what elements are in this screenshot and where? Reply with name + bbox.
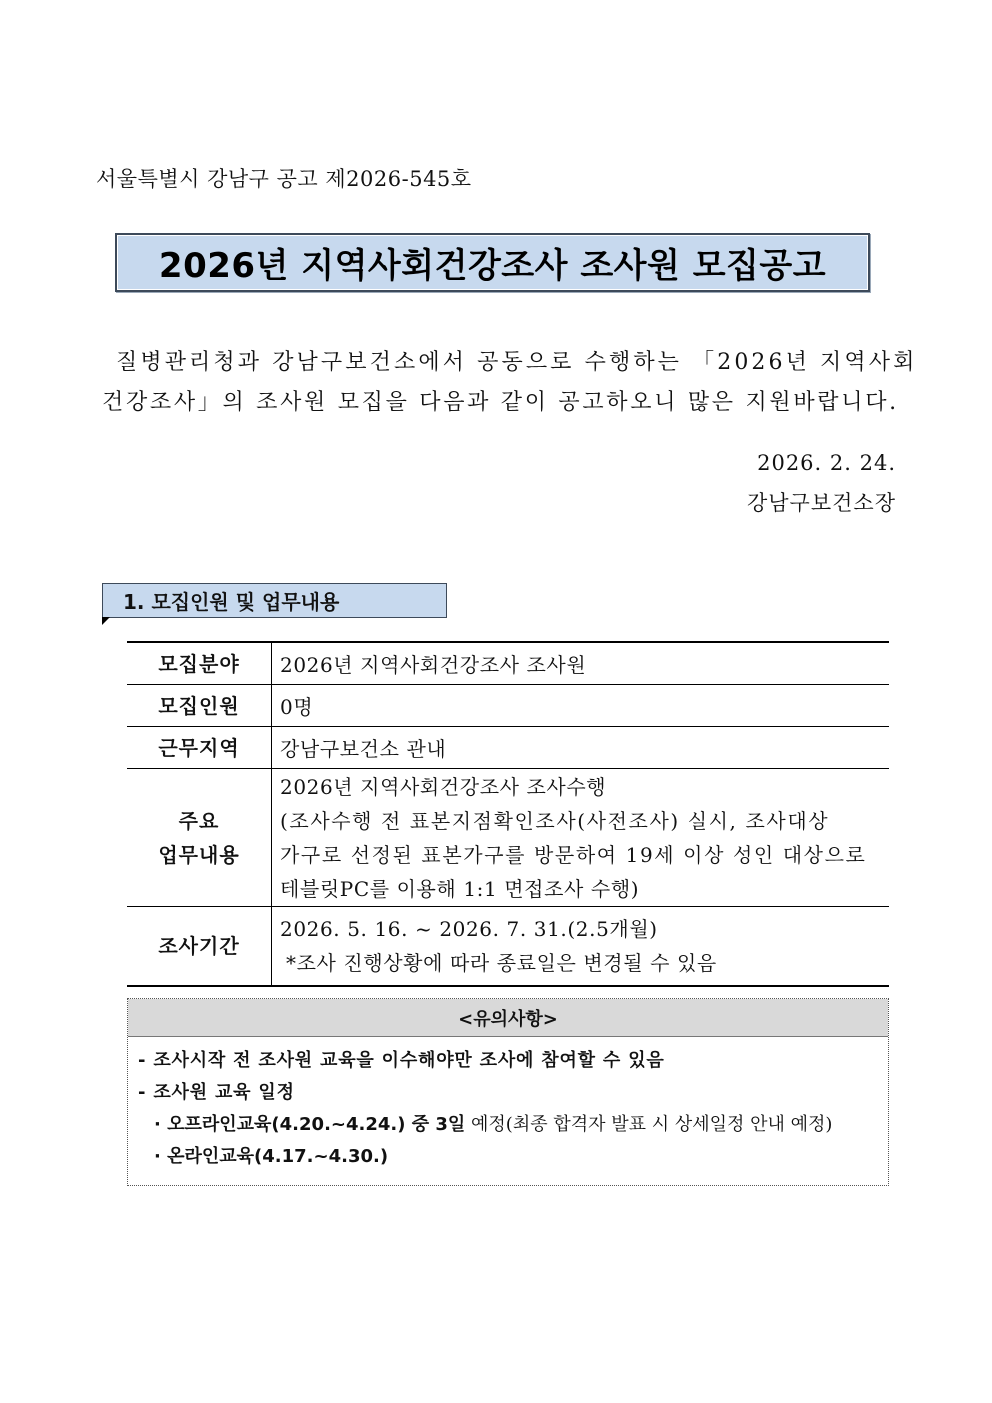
- intro-line-2: 건강조사」의 조사원 모집을 다음과 같이 공고하오니 많은 지원바랍니다.: [102, 390, 899, 415]
- caution-subitem-offline: [138, 1109, 888, 1141]
- online-training: · 온라인교육(4.17.~4.30.): [154, 1146, 389, 1167]
- table-row: [127, 769, 889, 907]
- caution-box: [127, 998, 889, 1186]
- table-row: [127, 727, 889, 769]
- section-1-title: 1. 모집인원 및 업무내용: [123, 590, 340, 614]
- duty-line-1: 2026년 지역사회건강조사 조사수행: [280, 774, 607, 799]
- table-row: [127, 642, 889, 685]
- period-label: 조사기간: [127, 907, 272, 987]
- issuer-name: 강남구보건소장: [746, 491, 896, 515]
- table-row: [127, 685, 889, 727]
- caution-heading: <유의사항>: [128, 999, 888, 1037]
- duty-label-line-1: 주요: [178, 808, 220, 833]
- period-value: [272, 907, 890, 987]
- table-row: [127, 907, 889, 987]
- headcount-value: 0명: [272, 685, 890, 727]
- section-corner-mark: [102, 617, 110, 625]
- caution-item-1: - 조사시작 전 조사원 교육을 이수해야만 조사에 참여할 수 있음: [138, 1050, 665, 1071]
- caution-body: [128, 1037, 888, 1185]
- section-1-heading: [102, 583, 447, 618]
- intro-line-1: 질병관리청과 강남구보건소에서 공동으로 수행하는 「2026년 지역사회: [116, 350, 918, 375]
- area-label: 근무지역: [127, 727, 272, 769]
- field-label: 모집분야: [127, 642, 272, 685]
- period-note: *조사 진행상황에 따라 종료일은 변경될 수 있음: [286, 951, 717, 975]
- duty-label: [127, 769, 272, 907]
- notice-date: 2026. 2. 24.: [757, 451, 896, 475]
- period-dates: 2026. 5. 16. ~ 2026. 7. 31.(2.5개월): [280, 917, 658, 941]
- duty-line-3: 가구로 선정된 표본가구를 방문하여 19세 이상 성인 대상으로: [280, 842, 867, 867]
- area-value: 강남구보건소 관내: [272, 727, 890, 769]
- document-title: 2026년 지역사회건강조사 조사원 모집공고: [158, 246, 827, 286]
- offline-training-bold: · 오프라인교육(4.20.~4.24.) 중 3일: [154, 1114, 466, 1135]
- intro-paragraph: [102, 343, 918, 423]
- title-banner: [115, 233, 870, 292]
- notice-number: 서울특별시 강남구 공고 제2026-545호: [96, 167, 472, 191]
- recruitment-table: [127, 641, 889, 987]
- caution-subitem-online: [138, 1141, 888, 1173]
- duty-value: [272, 769, 890, 907]
- duty-line-2: (조사수행 전 표본지점확인조사(사전조사) 실시, 조사대상: [280, 808, 830, 833]
- offline-training-note: 예정(최종 합격자 발표 시 상세일정 안내 예정): [465, 1114, 833, 1135]
- duty-label-line-2: 업무내용: [158, 842, 240, 867]
- duty-line-4: 테블릿PC를 이용해 1:1 면접조사 수행): [280, 876, 640, 901]
- field-value: 2026년 지역사회건강조사 조사원: [272, 642, 890, 685]
- caution-item-2: - 조사원 교육 일정: [138, 1082, 295, 1103]
- headcount-label: 모집인원: [127, 685, 272, 727]
